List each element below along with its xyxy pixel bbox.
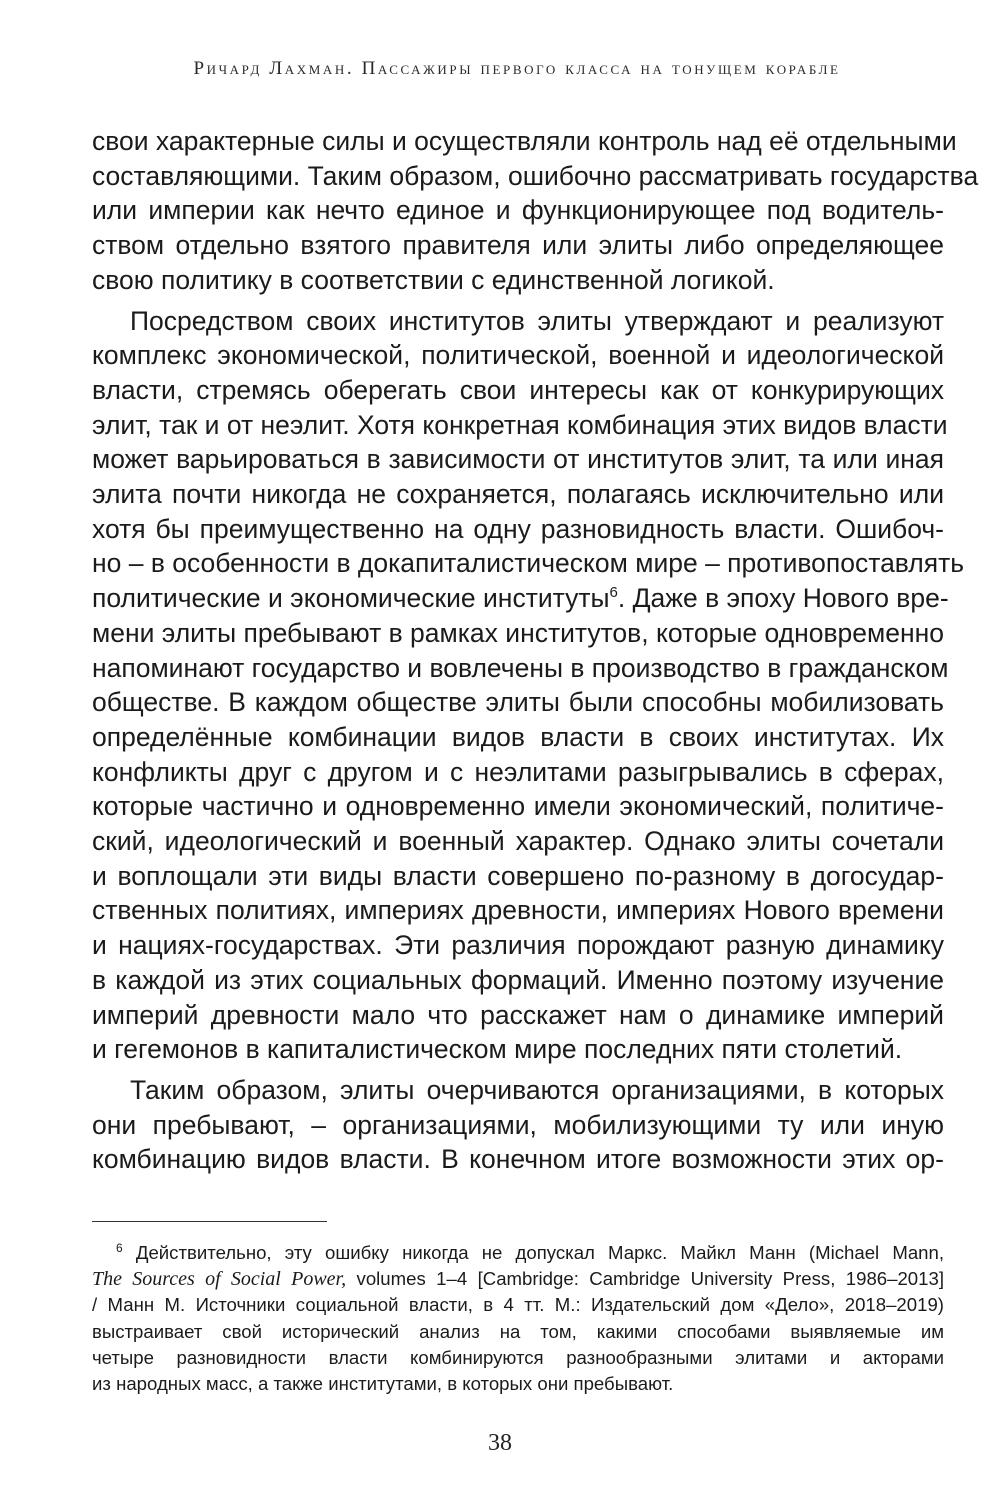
text-line: мени элиты пребывают в рамках институтов, которые одновременно (92, 617, 944, 648)
text-line: напоминают государство и вовлечены в производство в гражданском (92, 652, 949, 683)
text-line: ский, идеологический и военный характер. Однако элиты сочетали (92, 826, 944, 857)
text-line: и нациях-государствах. Эти различия порождают разную динамику (92, 930, 944, 961)
text-line: власти, стремясь оберегать свои интересы как от конкурирующих (92, 374, 944, 405)
page-number: 38 (488, 1430, 512, 1456)
footnote-line: $^6$ Действительно, эту ошибку никогда не допускал Маркс. Майкл Манн (Michael Mann, (116, 1240, 945, 1263)
paragraph-2 (92, 304, 965, 1067)
text-line: элита почти никогда не сохраняется, полагаясь исключительно или (92, 479, 944, 510)
running-head: Ричард Лахман. Пассажиры первого класса на тонущем корабле (193, 58, 841, 79)
text-line: определённые комбинации видов власти в своих институтах. Их (92, 721, 944, 752)
text-line: элит, так и от неэлит. Хотя конкретная комбинация этих видов власти (92, 409, 948, 440)
text-line: хотя бы преимущественно на одну разновидность власти. Ошибоч- (92, 513, 944, 544)
footnote-line: The Sources of Social Power, volumes 1–4 [Cambridge: Cambridge University Press, 1986–2013] (92, 1268, 944, 1291)
footnote-line: из народных масс, а также институтами, в которых они пребывают. (92, 1373, 674, 1395)
text-line: Таким образом, элиты очерчиваются организациями, в которых (130, 1074, 944, 1105)
text-line: может варьироваться в зависимости от институтов элит, та или иная (92, 444, 944, 475)
footnote-reference[interactable]: 6 (609, 584, 618, 602)
footnote-line: четыре разновидности власти комбинируются разнообразными элитами и акторами (92, 1346, 944, 1368)
text-line: они пребывают, – организациями, мобилизующими ту или иную (92, 1109, 944, 1140)
footnote-number: 6 (116, 1240, 123, 1255)
text-line: но – в особенности в докапиталистическом мире – противопоставлять (92, 548, 965, 579)
footnote-book-title: The Sources of Social Power, (92, 1268, 347, 1291)
text-line: и воплощали эти виды власти совершено по-разному в догосудар- (92, 860, 944, 891)
text-line: обществе. В каждом обществе элиты были способны мобилизовать (92, 687, 944, 718)
text-line: или империи как нечто единое и функционирующее под водитель- (92, 195, 944, 226)
text-line: которые частично и одновременно имели экономический, политиче- (92, 791, 944, 822)
footnote-line: / Манн М. Источники социальной власти, в 4 тт. М.: Издательский дом «Дело», 2018–2019) (92, 1294, 944, 1316)
text-line: комбинацию видов власти. В конечном итоге возможности этих ор- (92, 1144, 944, 1175)
text-line: в каждой из этих социальных формаций. Именно поэтому изучение (92, 964, 944, 995)
text-line-with-footnote-ref: политические и экономические институты$^6$. Даже в эпоху Нового вре- (92, 583, 949, 614)
paragraph-3 (92, 1073, 944, 1177)
text-line: свои характерные силы и осуществляли контроль над её отдельными (92, 126, 957, 156)
body-text (92, 124, 979, 1177)
text-line: ственных политиях, империях древности, империях Нового времени (92, 895, 944, 926)
footnote-divider (92, 1221, 327, 1222)
paragraph-1 (92, 124, 979, 298)
text-line: комплекс экономической, политической, военной и идеологической (92, 340, 944, 371)
text-line: ством отдельно взятого правителя или элиты либо определяющее (92, 230, 944, 261)
footnote-line: выстраивает свой исторический анализ на том, какими способами выявляемые им (92, 1320, 944, 1342)
text-line: Посредством своих институтов элиты утверждают и реализуют (130, 305, 944, 336)
text-line: империй древности мало что расскажет нам о динамике империй (92, 999, 944, 1030)
text-line: конфликты друг с другом и с неэлитами разыгрывались в сферах, (92, 756, 944, 787)
text-line: составляющими. Таким образом, ошибочно рассматривать государства (92, 160, 979, 191)
footnote (92, 1240, 944, 1397)
text-line: свою политику в соответствии с единственной логикой. (92, 264, 775, 295)
text-line: и гегемонов в капиталистическом мире последних пяти столетий. (92, 1034, 903, 1065)
